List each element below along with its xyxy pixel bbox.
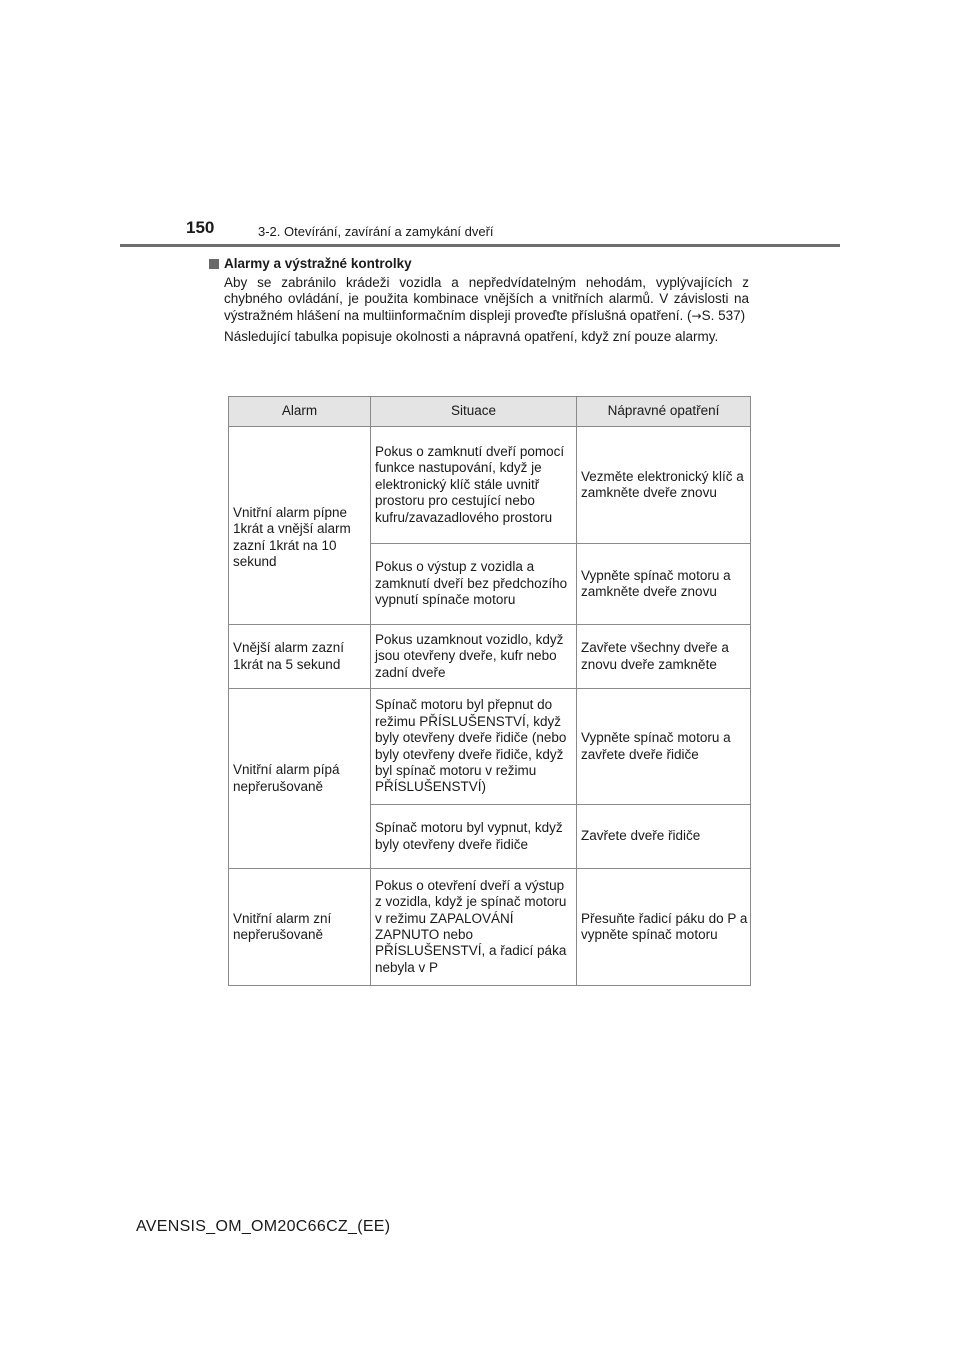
alarm-cell: Vnitřní alarm pípá nepřerušovaně [229,689,371,869]
section-title: 3-2. Otevírání, zavírání a zamykání dveří [258,224,494,239]
section-heading [209,256,749,271]
action-cell: Vypněte spínač motoru a zamkněte dveře znovu [577,544,751,625]
table-description-paragraph: Následující tabulka popisuje okolnosti a nápravná opatření, když zní pouze alarmy. [224,329,719,345]
table-row [229,689,751,805]
page-number: 150 [186,218,215,237]
footer-model-code: AVENSIS_OM_OM20C66CZ_(EE) [136,1218,391,1235]
alarm-cell: Vnější alarm zazní 1krát na 5 sekund [229,625,371,689]
situation-cell: Pokus o otevření dveří a výstup z vozidla, když je spínač motoru v režimu ZAPALOVÁNÍ ZAPNUTO nebo PŘÍSLUŠENSTVÍ, a řadicí páka nebyla v P [371,869,577,986]
section-heading-text: Alarmy a výstražné kontrolky [224,256,412,271]
square-bullet-icon [209,259,219,269]
action-cell: Vypněte spínač motoru a zavřete dveře řidiče [577,689,751,805]
intro-paragraph [224,275,749,324]
action-cell: Vezměte elektronický klíč a zamkněte dveře znovu [577,427,751,544]
header-situation: Situace [371,397,577,427]
alarm-cell: Vnitřní alarm pípne 1krát a vnější alarm zazní 1krát na 10 sekund [229,427,371,625]
action-cell: Zavřete všechny dveře a znovu dveře zamkněte [577,625,751,689]
alarm-table [228,396,751,986]
situation-cell: Pokus o výstup z vozidla a zamknutí dveří bez předchozího vypnutí spínače motoru [371,544,577,625]
action-cell: Zavřete dveře řidiče [577,805,751,869]
table-row [229,427,751,544]
arrow-icon: → [691,308,702,323]
situation-cell: Spínač motoru byl vypnut, když byly otevřeny dveře řidiče [371,805,577,869]
table-row [229,625,751,689]
content [209,256,749,351]
intro-paragraph-text: Aby se zabránilo krádeži vozidla a nepředvídatelným nehodám, vyplývajících z chybného ovládání, je použita kombinace vnějších a vnitřních alarmů. V závislosti na výstražném hlášení na multiinformačním displeji proveďte příslušná opatření. ( [224,275,749,323]
action-cell: Přesuňte řadicí páku do P a vypněte spínač motoru [577,869,751,986]
alarm-cell: Vnitřní alarm zní nepřerušovaně [229,869,371,986]
header-rule [120,244,840,247]
situation-cell: Pokus uzamknout vozidlo, když jsou otevřeny dveře, kufr nebo zadní dveře [371,625,577,689]
header-alarm: Alarm [229,397,371,427]
table-header-row [229,397,751,427]
situation-cell: Pokus o zamknutí dveří pomocí funkce nastupování, když je elektronický klíč stále uvnitř prostoru pro cestující nebo kufru/zavazadlového prostoru [371,427,577,544]
header-action: Nápravné opatření [577,397,751,427]
table-row [229,869,751,986]
page-reference-link[interactable]: S. 537) [701,307,746,323]
situation-cell: Spínač motoru byl přepnut do režimu PŘÍSLUŠENSTVÍ, když byly otevřeny dveře řidiče (nebo byly otevřeny dveře řidiče, když byl spínač motoru v režimu PŘÍSLUŠENSTVÍ) [371,689,577,805]
